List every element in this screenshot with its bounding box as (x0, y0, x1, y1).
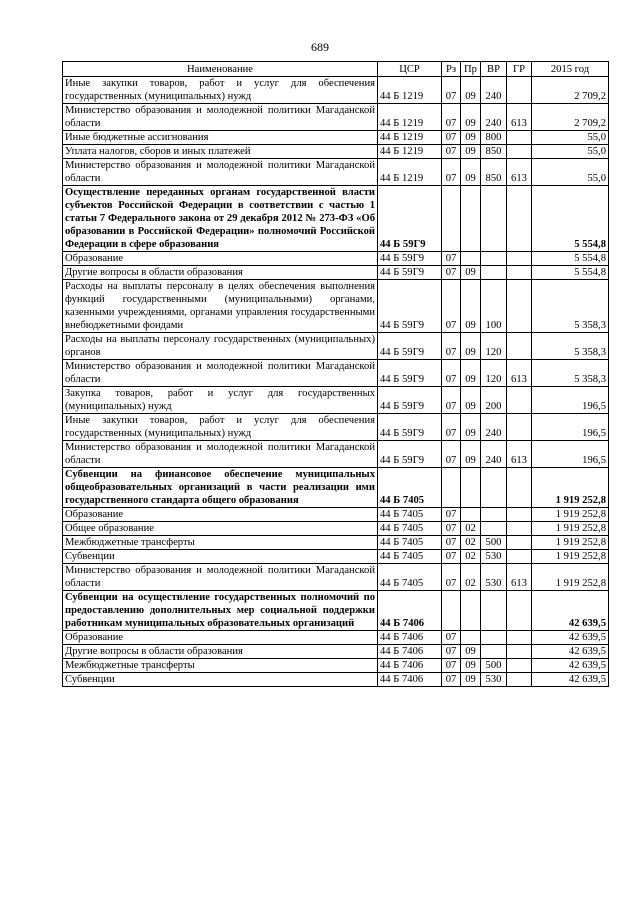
cell-pr: 02 (461, 536, 481, 550)
cell-pr (461, 186, 481, 252)
cell-amount: 42 639,5 (532, 659, 609, 673)
cell-name: Расходы на выплаты персоналу государственных (муниципальных) органов (63, 333, 378, 360)
table-row (63, 145, 609, 159)
cell-rz (442, 186, 461, 252)
table-row (63, 333, 609, 360)
cell-gr (507, 280, 532, 333)
table-row (63, 131, 609, 145)
header-gr: ГР (507, 62, 532, 77)
cell-amount: 5 554,8 (532, 266, 609, 280)
cell-amount: 1 919 252,8 (532, 550, 609, 564)
cell-vr (481, 591, 507, 631)
cell-amount: 42 639,5 (532, 591, 609, 631)
cell-csr: 44 Б 7406 (378, 591, 442, 631)
cell-csr: 44 Б 7405 (378, 564, 442, 591)
cell-name: Иные закупки товаров, работ и услуг для обеспечения государственных (муниципальных) нужд (63, 414, 378, 441)
cell-gr: 613 (507, 159, 532, 186)
table-row (63, 631, 609, 645)
cell-name: Расходы на выплаты персоналу в целях обеспечения выполнения функций государственными (муниципальными) органами, казенными учреждениями, органами управления государственными внебюджетными фондами (63, 280, 378, 333)
cell-pr: 09 (461, 131, 481, 145)
cell-name: Субвенции на финансовое обеспечение муниципальных общеобразовательных организаций в части реализации ими государственного стандарта общего образования (63, 468, 378, 508)
table-row (63, 536, 609, 550)
cell-rz: 07 (442, 252, 461, 266)
cell-gr (507, 186, 532, 252)
cell-csr: 44 Б 7405 (378, 468, 442, 508)
table-row (63, 522, 609, 536)
cell-gr (507, 145, 532, 159)
header-year: 2015 год (532, 62, 609, 77)
cell-rz: 07 (442, 159, 461, 186)
cell-pr: 09 (461, 360, 481, 387)
cell-pr: 09 (461, 159, 481, 186)
cell-rz: 07 (442, 550, 461, 564)
cell-pr: 02 (461, 522, 481, 536)
cell-csr: 44 Б 59Г9 (378, 360, 442, 387)
budget-table (62, 61, 609, 687)
cell-amount: 5 554,8 (532, 252, 609, 266)
cell-gr (507, 468, 532, 508)
cell-csr: 44 Б 7406 (378, 673, 442, 687)
cell-gr: 613 (507, 441, 532, 468)
cell-vr: 500 (481, 659, 507, 673)
cell-gr (507, 591, 532, 631)
cell-csr: 44 Б 7406 (378, 659, 442, 673)
cell-amount: 5 358,3 (532, 333, 609, 360)
cell-vr (481, 186, 507, 252)
cell-rz: 07 (442, 631, 461, 645)
cell-csr: 44 Б 1219 (378, 131, 442, 145)
cell-name: Общее образование (63, 522, 378, 536)
cell-vr: 120 (481, 360, 507, 387)
cell-rz: 07 (442, 536, 461, 550)
cell-pr (461, 591, 481, 631)
table-row (63, 468, 609, 508)
cell-pr: 09 (461, 145, 481, 159)
cell-name: Межбюджетные трансферты (63, 659, 378, 673)
cell-csr: 44 Б 59Г9 (378, 252, 442, 266)
cell-gr (507, 673, 532, 687)
cell-pr: 02 (461, 550, 481, 564)
cell-csr: 44 Б 7405 (378, 550, 442, 564)
cell-amount: 1 919 252,8 (532, 564, 609, 591)
cell-pr (461, 508, 481, 522)
cell-name: Образование (63, 252, 378, 266)
cell-rz: 07 (442, 360, 461, 387)
table-row (63, 414, 609, 441)
table-row (63, 77, 609, 104)
cell-pr: 09 (461, 387, 481, 414)
cell-name: Другие вопросы в области образования (63, 645, 378, 659)
cell-gr: 613 (507, 104, 532, 131)
cell-vr: 240 (481, 414, 507, 441)
cell-pr: 09 (461, 673, 481, 687)
cell-vr: 850 (481, 159, 507, 186)
cell-amount: 55,0 (532, 159, 609, 186)
cell-csr: 44 Б 59Г9 (378, 280, 442, 333)
cell-gr: 613 (507, 360, 532, 387)
table-row (63, 659, 609, 673)
cell-pr: 09 (461, 659, 481, 673)
cell-rz: 07 (442, 266, 461, 280)
cell-name: Министерство образования и молодежной политики Магаданской области (63, 159, 378, 186)
cell-rz: 07 (442, 145, 461, 159)
cell-csr: 44 Б 7406 (378, 645, 442, 659)
cell-csr: 44 Б 7405 (378, 536, 442, 550)
cell-gr (507, 387, 532, 414)
table-row (63, 508, 609, 522)
cell-amount: 1 919 252,8 (532, 468, 609, 508)
cell-name: Иные закупки товаров, работ и услуг для обеспечения государственных (муниципальных) нужд (63, 77, 378, 104)
cell-rz (442, 468, 461, 508)
cell-gr (507, 659, 532, 673)
table-header-row (63, 62, 609, 77)
cell-rz: 07 (442, 387, 461, 414)
table-row (63, 673, 609, 687)
cell-rz: 07 (442, 645, 461, 659)
cell-pr (461, 631, 481, 645)
cell-gr (507, 550, 532, 564)
cell-amount: 55,0 (532, 145, 609, 159)
cell-csr: 44 Б 1219 (378, 77, 442, 104)
header-rz: Рз (442, 62, 461, 77)
cell-name: Министерство образования и молодежной политики Магаданской области (63, 564, 378, 591)
cell-amount: 42 639,5 (532, 645, 609, 659)
cell-csr: 44 Б 7405 (378, 508, 442, 522)
cell-vr: 530 (481, 564, 507, 591)
cell-pr: 09 (461, 645, 481, 659)
cell-name: Министерство образования и молодежной политики Магаданской области (63, 441, 378, 468)
cell-rz: 07 (442, 441, 461, 468)
cell-vr: 850 (481, 145, 507, 159)
cell-gr (507, 252, 532, 266)
cell-amount: 5 358,3 (532, 360, 609, 387)
table-row (63, 266, 609, 280)
cell-gr (507, 77, 532, 104)
cell-vr: 240 (481, 77, 507, 104)
cell-vr (481, 468, 507, 508)
cell-amount: 42 639,5 (532, 673, 609, 687)
table-row (63, 550, 609, 564)
cell-amount: 1 919 252,8 (532, 508, 609, 522)
cell-amount: 42 639,5 (532, 631, 609, 645)
cell-name: Министерство образования и молодежной политики Магаданской области (63, 360, 378, 387)
cell-amount: 1 919 252,8 (532, 536, 609, 550)
cell-rz: 07 (442, 104, 461, 131)
cell-rz: 07 (442, 77, 461, 104)
cell-gr (507, 645, 532, 659)
cell-vr (481, 522, 507, 536)
cell-csr: 44 Б 59Г9 (378, 186, 442, 252)
table-row (63, 645, 609, 659)
cell-vr: 100 (481, 280, 507, 333)
cell-amount: 5 358,3 (532, 280, 609, 333)
cell-vr: 120 (481, 333, 507, 360)
cell-name: Закупка товаров, работ и услуг для государственных (муниципальных) нужд (63, 387, 378, 414)
cell-vr: 800 (481, 131, 507, 145)
cell-name: Другие вопросы в области образования (63, 266, 378, 280)
cell-vr: 240 (481, 104, 507, 131)
cell-pr: 09 (461, 77, 481, 104)
cell-amount: 5 554,8 (532, 186, 609, 252)
cell-gr (507, 333, 532, 360)
cell-amount: 196,5 (532, 441, 609, 468)
cell-gr (507, 508, 532, 522)
cell-pr: 09 (461, 266, 481, 280)
cell-amount: 2 709,2 (532, 77, 609, 104)
cell-pr: 09 (461, 441, 481, 468)
cell-name: Осуществление переданных органам государственной власти субъектов Российской Федерации в соответствии с частью 1 статьи 7 Федерального закона от 29 декабря 2012 № 273-ФЗ «Об образовании в Российской Федерации» полномочий Российской Федерации в сфере образования (63, 186, 378, 252)
cell-vr (481, 631, 507, 645)
cell-vr: 500 (481, 536, 507, 550)
table-row (63, 159, 609, 186)
cell-vr (481, 508, 507, 522)
cell-name: Министерство образования и молодежной политики Магаданской области (63, 104, 378, 131)
cell-rz: 07 (442, 333, 461, 360)
cell-gr (507, 522, 532, 536)
header-csr: ЦСР (378, 62, 442, 77)
cell-pr: 02 (461, 564, 481, 591)
cell-vr: 530 (481, 673, 507, 687)
cell-csr: 44 Б 59Г9 (378, 266, 442, 280)
cell-pr: 09 (461, 104, 481, 131)
cell-rz: 07 (442, 414, 461, 441)
cell-csr: 44 Б 59Г9 (378, 333, 442, 360)
cell-amount: 196,5 (532, 387, 609, 414)
cell-csr: 44 Б 1219 (378, 145, 442, 159)
cell-gr (507, 414, 532, 441)
cell-csr: 44 Б 59Г9 (378, 414, 442, 441)
cell-name: Образование (63, 631, 378, 645)
cell-pr (461, 468, 481, 508)
table-row (63, 104, 609, 131)
cell-csr: 44 Б 1219 (378, 104, 442, 131)
cell-rz: 07 (442, 522, 461, 536)
cell-vr: 200 (481, 387, 507, 414)
cell-vr (481, 266, 507, 280)
table-row (63, 360, 609, 387)
cell-csr: 44 Б 7406 (378, 631, 442, 645)
cell-pr: 09 (461, 414, 481, 441)
cell-rz (442, 591, 461, 631)
cell-rz: 07 (442, 508, 461, 522)
cell-pr: 09 (461, 333, 481, 360)
cell-pr: 09 (461, 280, 481, 333)
cell-gr (507, 631, 532, 645)
cell-gr (507, 536, 532, 550)
header-name: Наименование (63, 62, 378, 77)
cell-amount: 196,5 (532, 414, 609, 441)
cell-name: Межбюджетные трансферты (63, 536, 378, 550)
table-row (63, 280, 609, 333)
cell-rz: 07 (442, 659, 461, 673)
page-number: 689 (311, 40, 329, 54)
cell-amount: 2 709,2 (532, 104, 609, 131)
header-vr: ВР (481, 62, 507, 77)
cell-vr (481, 645, 507, 659)
header-pr: Пр (461, 62, 481, 77)
cell-gr (507, 131, 532, 145)
cell-rz: 07 (442, 280, 461, 333)
cell-pr (461, 252, 481, 266)
cell-vr (481, 252, 507, 266)
table-body (63, 77, 609, 687)
cell-amount: 55,0 (532, 131, 609, 145)
cell-name: Субвенции на осуществление государственных полномочий по предоставлению дополнительных мер социальной поддержки работникам муниципальных образовательных организаций (63, 591, 378, 631)
cell-name: Субвенции (63, 673, 378, 687)
cell-rz: 07 (442, 673, 461, 687)
table-row (63, 591, 609, 631)
cell-csr: 44 Б 1219 (378, 159, 442, 186)
cell-csr: 44 Б 59Г9 (378, 387, 442, 414)
table-row (63, 186, 609, 252)
cell-vr: 240 (481, 441, 507, 468)
cell-name: Уплата налогов, сборов и иных платежей (63, 145, 378, 159)
cell-name: Субвенции (63, 550, 378, 564)
cell-gr: 613 (507, 564, 532, 591)
cell-amount: 1 919 252,8 (532, 522, 609, 536)
table-row (63, 252, 609, 266)
cell-rz: 07 (442, 131, 461, 145)
table-row (63, 387, 609, 414)
cell-name: Образование (63, 508, 378, 522)
table-row (63, 441, 609, 468)
cell-gr (507, 266, 532, 280)
table-row (63, 564, 609, 591)
cell-csr: 44 Б 7405 (378, 522, 442, 536)
cell-csr: 44 Б 59Г9 (378, 441, 442, 468)
cell-rz: 07 (442, 564, 461, 591)
cell-name: Иные бюджетные ассигнования (63, 131, 378, 145)
cell-vr: 530 (481, 550, 507, 564)
